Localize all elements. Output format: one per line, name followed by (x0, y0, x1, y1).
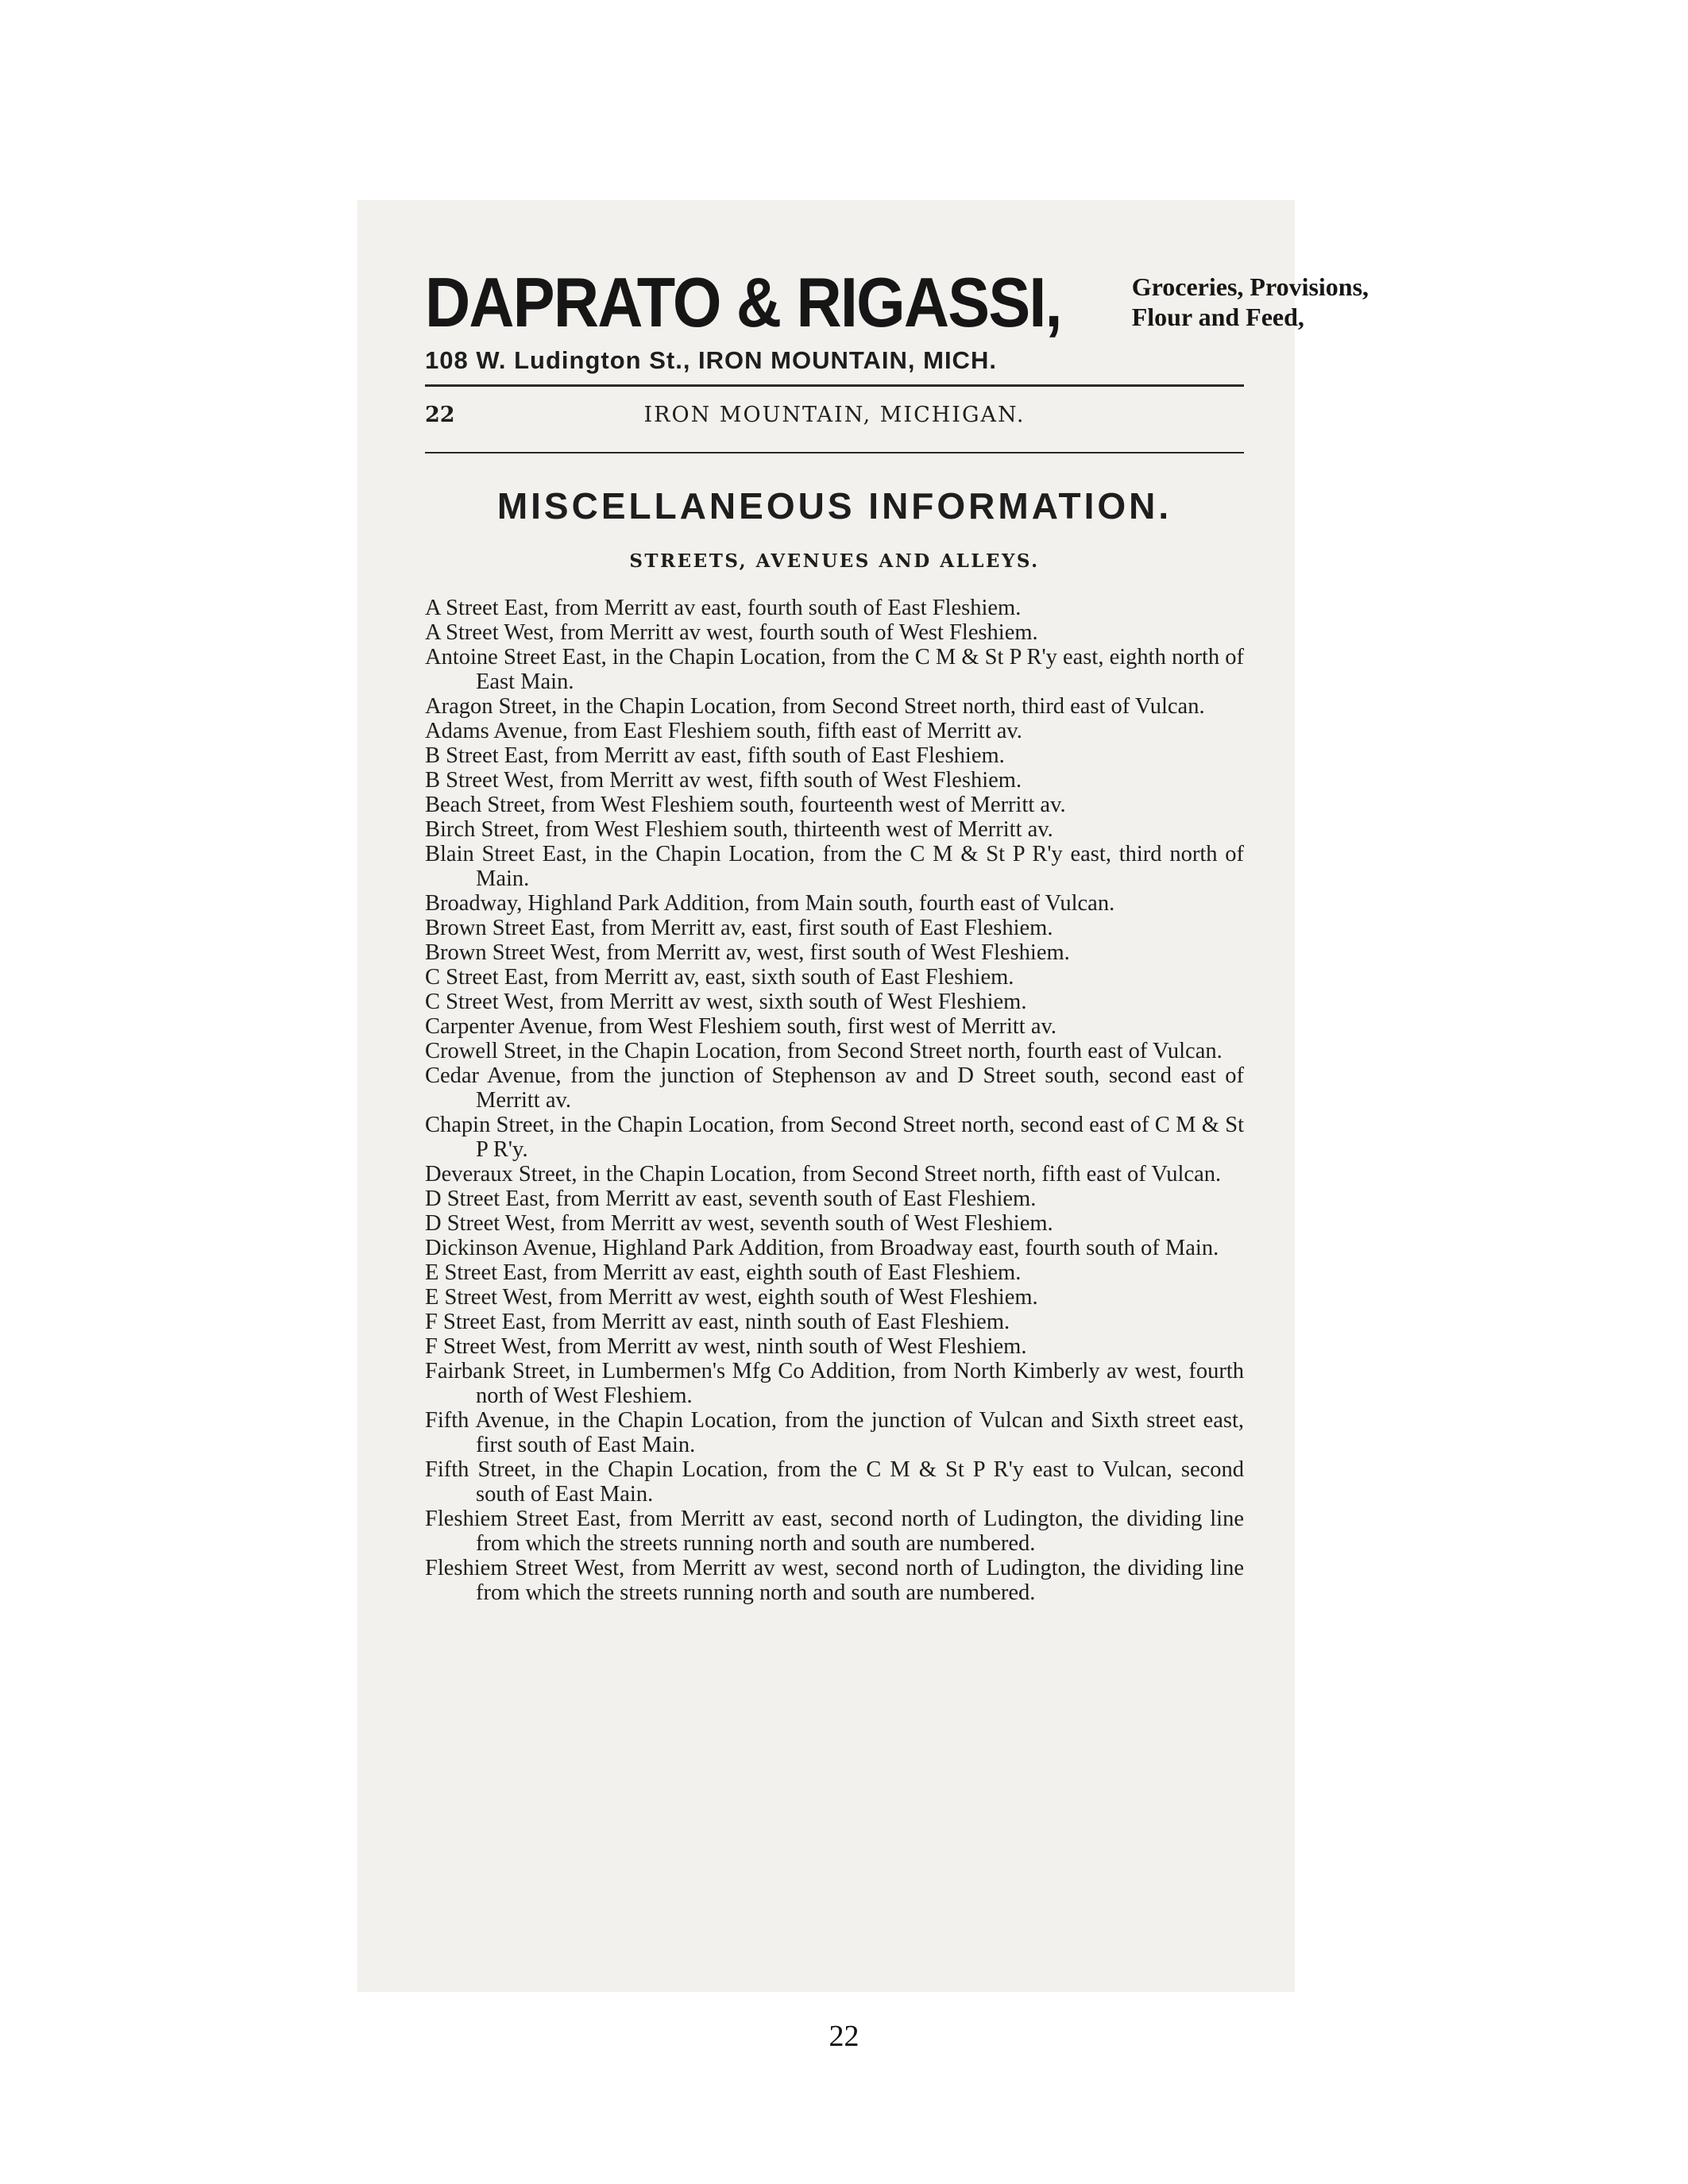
list-item: B Street East, from Merritt av east, fifth south of East Fleshiem. (425, 743, 1005, 768)
list-item: Fleshiem Street East, from Merritt av east, second north of Ludington, the dividing line from which the streets running north and south are numbered. (425, 1507, 1244, 1556)
section-title: MISCELLANEOUS INFORMATION. (496, 485, 1172, 527)
list-item: B Street West, from Merritt av west, fifth south of West Fleshiem. (425, 768, 1022, 793)
list-item: Fleshiem Street West, from Merritt av west, second north of Ludington, the dividing line from which the streets running north and south are numbered. (425, 1556, 1244, 1605)
list-item: Carpenter Avenue, from West Fleshiem south, first west of Merritt av. (425, 1014, 1057, 1039)
list-item: Broadway, Highland Park Addition, from Main south, fourth east of Vulcan. (425, 891, 1115, 916)
list-item: A Street East, from Merritt av east, fourth south of East Fleshiem. (425, 596, 1022, 620)
list-item: F Street West, from Merritt av west, ninth south of West Fleshiem. (425, 1334, 1027, 1359)
running-head-place: IRON MOUNTAIN, MICHIGAN. (643, 403, 1026, 427)
list-item: Brown Street West, from Merritt av, west, first south of West Fleshiem. (425, 940, 1070, 965)
list-item: Crowell Street, in the Chapin Location, from Second Street north, fourth east of Vulcan. (425, 1039, 1223, 1063)
page-number: 22 (829, 2020, 859, 2053)
list-item: A Street West, from Merritt av west, fourth south of West Fleshiem. (425, 620, 1038, 645)
list-item: Adams Avenue, from East Fleshiem south, fifth east of Merritt av. (425, 719, 1022, 743)
list-item: D Street West, from Merritt av west, seventh south of West Fleshiem. (425, 1211, 1053, 1236)
list-item: F Street East, from Merritt av east, ninth south of East Fleshiem. (425, 1310, 1010, 1334)
business-name: DAPRATO & RIGASSI, (425, 263, 1061, 341)
scanned-page (357, 200, 1369, 1992)
list-item: Cedar Avenue, from the junction of Stephenson av and D Street south, second east of Merritt av. (425, 1063, 1244, 1113)
list-item: E Street West, from Merritt av west, eighth south of West Fleshiem. (425, 1285, 1038, 1310)
list-item: Beach Street, from West Fleshiem south, fourteenth west of Merritt av. (425, 793, 1066, 817)
goods-line-1: Groceries, Provisions, (1131, 272, 1369, 301)
list-item: Deveraux Street, in the Chapin Location, from Second Street north, fifth east of Vulcan. (425, 1162, 1222, 1187)
list-item: Fifth Street, in the Chapin Location, from the C M & St P R'y east to Vulcan, second south of East Main. (425, 1457, 1244, 1507)
running-head-rule (425, 452, 1244, 453)
list-item: C Street East, from Merritt av, east, sixth south of East Fleshiem. (425, 965, 1014, 990)
list-item: D Street East, from Merritt av east, seventh south of East Fleshiem. (425, 1187, 1037, 1211)
list-item: Fairbank Street, in Lumbermen's Mfg Co Addition, from North Kimberly av west, fourth north of West Fleshiem. (425, 1359, 1244, 1408)
business-address: 108 W. Ludington St., IRON MOUNTAIN, MICH. (425, 346, 997, 374)
list-item: Fifth Avenue, in the Chapin Location, from the junction of Vulcan and Sixth street east, first south of East Main. (425, 1408, 1244, 1457)
list-item: Aragon Street, in the Chapin Location, from Second Street north, third east of Vulcan. (425, 694, 1205, 719)
list-item: Brown Street East, from Merritt av, east, first south of East Fleshiem. (425, 916, 1053, 940)
list-item: C Street West, from Merritt av west, sixth south of West Fleshiem. (425, 990, 1027, 1014)
advertisement-row (425, 263, 1369, 341)
business-goods (1132, 272, 1369, 341)
street-list (425, 596, 1244, 1605)
list-item: Antoine Street East, in the Chapin Location, from the C M & St P R'y east, eighth north of East Main. (425, 645, 1244, 694)
running-head (425, 395, 1244, 439)
list-item: E Street East, from Merritt av east, eighth south of East Fleshiem. (425, 1260, 1022, 1285)
list-item: Blain Street East, in the Chapin Location, from the C M & St P R'y east, third north of Main. (425, 842, 1244, 891)
goods-line-2: Flour and Feed, (1131, 303, 1304, 331)
list-item: Chapin Street, in the Chapin Location, from Second Street north, second east of C M & St P R'y. (425, 1113, 1244, 1162)
advertisement-banner (425, 200, 1369, 378)
header-rule (425, 384, 1244, 387)
list-item: Dickinson Avenue, Highland Park Addition, from Broadway east, fourth south of Main. (425, 1236, 1219, 1260)
section-subtitle: STREETS, AVENUES AND ALLEYS. (629, 550, 1040, 572)
running-head-page-number: 22 (425, 403, 455, 427)
list-item: Birch Street, from West Fleshiem south, thirteenth west of Merritt av. (425, 817, 1053, 842)
